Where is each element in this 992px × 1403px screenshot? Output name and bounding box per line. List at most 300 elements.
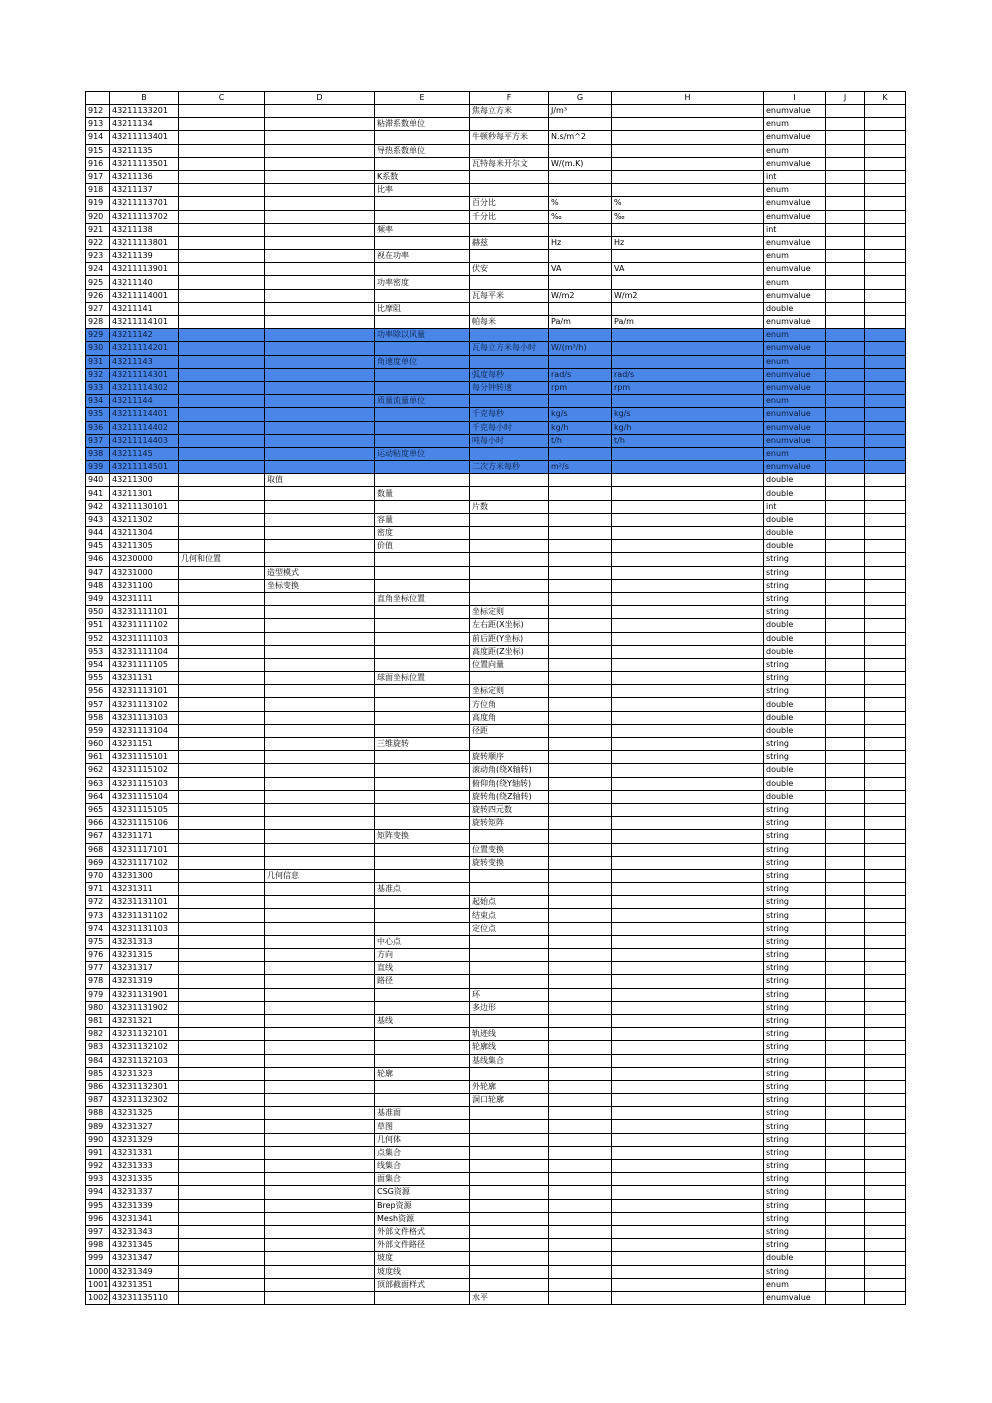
cell-k[interactable] — [865, 289, 906, 302]
cell-f[interactable] — [470, 1252, 549, 1265]
cell-g[interactable] — [549, 1133, 612, 1146]
cell-f[interactable] — [470, 1278, 549, 1291]
cell-f[interactable] — [470, 329, 549, 342]
cell-k[interactable] — [865, 197, 906, 210]
cell-e[interactable]: 基线 — [375, 1014, 470, 1027]
cell-e[interactable]: 几何体 — [375, 1133, 470, 1146]
cell-f[interactable]: 弧度每秒 — [470, 368, 549, 381]
cell-c[interactable] — [179, 777, 265, 790]
cell-f[interactable] — [470, 223, 549, 236]
cell-i[interactable]: double — [764, 487, 826, 500]
row-number[interactable]: 985 — [86, 1067, 110, 1080]
cell-k[interactable] — [865, 883, 906, 896]
cell-d[interactable] — [265, 118, 375, 131]
cell-g[interactable]: t/h — [549, 434, 612, 447]
cell-g[interactable] — [549, 276, 612, 289]
cell-d[interactable] — [265, 1278, 375, 1291]
cell-h[interactable] — [612, 711, 764, 724]
cell-k[interactable] — [865, 342, 906, 355]
cell-f[interactable] — [470, 830, 549, 843]
row-number[interactable]: 934 — [86, 395, 110, 408]
cell-g[interactable] — [549, 144, 612, 157]
cell-d[interactable]: 取值 — [265, 474, 375, 487]
cell-j[interactable] — [826, 1278, 865, 1291]
cell-e[interactable] — [375, 751, 470, 764]
cell-f[interactable]: 片数 — [470, 500, 549, 513]
column-header-j[interactable]: J — [826, 92, 865, 105]
cell-k[interactable] — [865, 1199, 906, 1212]
cell-i[interactable]: string — [764, 856, 826, 869]
cell-h[interactable]: % — [612, 197, 764, 210]
row-number[interactable]: 941 — [86, 487, 110, 500]
cell-g[interactable] — [549, 1265, 612, 1278]
cell-f[interactable] — [470, 487, 549, 500]
cell-b[interactable]: 43231313 — [110, 935, 179, 948]
cell-j[interactable] — [826, 236, 865, 249]
row-number[interactable]: 989 — [86, 1120, 110, 1133]
cell-e[interactable]: 坡度线 — [375, 1265, 470, 1278]
cell-h[interactable]: kg/s — [612, 408, 764, 421]
cell-c[interactable] — [179, 527, 265, 540]
cell-b[interactable]: 43211305 — [110, 540, 179, 553]
cell-k[interactable] — [865, 1160, 906, 1173]
cell-d[interactable] — [265, 447, 375, 460]
row-number[interactable]: 939 — [86, 461, 110, 474]
row-number[interactable]: 936 — [86, 421, 110, 434]
cell-g[interactable] — [549, 223, 612, 236]
cell-e[interactable]: 直线 — [375, 962, 470, 975]
row-number[interactable]: 932 — [86, 368, 110, 381]
cell-d[interactable] — [265, 131, 375, 144]
cell-j[interactable] — [826, 210, 865, 223]
cell-i[interactable]: double — [764, 764, 826, 777]
cell-f[interactable]: 结束点 — [470, 909, 549, 922]
cell-k[interactable] — [865, 1054, 906, 1067]
cell-j[interactable] — [826, 619, 865, 632]
cell-d[interactable] — [265, 1212, 375, 1225]
cell-h[interactable] — [612, 1001, 764, 1014]
cell-d[interactable] — [265, 553, 375, 566]
cell-e[interactable] — [375, 381, 470, 394]
cell-k[interactable] — [865, 1186, 906, 1199]
cell-i[interactable]: string — [764, 975, 826, 988]
cell-k[interactable] — [865, 329, 906, 342]
cell-g[interactable] — [549, 118, 612, 131]
cell-k[interactable] — [865, 817, 906, 830]
cell-d[interactable] — [265, 606, 375, 619]
cell-d[interactable] — [265, 803, 375, 816]
cell-b[interactable]: 43231345 — [110, 1239, 179, 1252]
cell-k[interactable] — [865, 856, 906, 869]
cell-b[interactable]: 43231111103 — [110, 632, 179, 645]
cell-d[interactable] — [265, 105, 375, 118]
cell-j[interactable] — [826, 342, 865, 355]
cell-j[interactable] — [826, 474, 865, 487]
cell-b[interactable]: 43231115104 — [110, 790, 179, 803]
cell-j[interactable] — [826, 461, 865, 474]
cell-c[interactable] — [179, 685, 265, 698]
row-number[interactable]: 944 — [86, 527, 110, 540]
row-number[interactable]: 916 — [86, 157, 110, 170]
cell-g[interactable] — [549, 250, 612, 263]
row-number[interactable]: 978 — [86, 975, 110, 988]
cell-g[interactable] — [549, 975, 612, 988]
column-header-f[interactable]: F — [470, 92, 549, 105]
cell-c[interactable] — [179, 1186, 265, 1199]
cell-h[interactable] — [612, 1291, 764, 1304]
cell-d[interactable] — [265, 461, 375, 474]
cell-j[interactable] — [826, 289, 865, 302]
cell-g[interactable] — [549, 1001, 612, 1014]
cell-j[interactable] — [826, 1239, 865, 1252]
cell-j[interactable] — [826, 830, 865, 843]
cell-i[interactable]: enumvalue — [764, 157, 826, 170]
cell-b[interactable]: 43231341 — [110, 1212, 179, 1225]
cell-h[interactable] — [612, 1225, 764, 1238]
cell-d[interactable] — [265, 1080, 375, 1093]
cell-h[interactable] — [612, 1173, 764, 1186]
cell-f[interactable]: 赫兹 — [470, 236, 549, 249]
cell-i[interactable]: double — [764, 777, 826, 790]
cell-c[interactable] — [179, 988, 265, 1001]
cell-b[interactable]: 43231315 — [110, 949, 179, 962]
column-header-d[interactable]: D — [265, 92, 375, 105]
cell-c[interactable] — [179, 250, 265, 263]
cell-j[interactable] — [826, 118, 865, 131]
cell-j[interactable] — [826, 843, 865, 856]
column-header-k[interactable]: K — [865, 92, 906, 105]
cell-b[interactable]: 43211114402 — [110, 421, 179, 434]
cell-i[interactable]: enumvalue — [764, 408, 826, 421]
cell-i[interactable]: double — [764, 527, 826, 540]
cell-h[interactable] — [612, 1014, 764, 1027]
cell-k[interactable] — [865, 421, 906, 434]
cell-g[interactable] — [549, 1054, 612, 1067]
cell-c[interactable] — [179, 1252, 265, 1265]
cell-f[interactable]: 千克每小时 — [470, 421, 549, 434]
cell-j[interactable] — [826, 487, 865, 500]
cell-g[interactable] — [549, 790, 612, 803]
cell-k[interactable] — [865, 1265, 906, 1278]
cell-d[interactable] — [265, 1014, 375, 1027]
cell-h[interactable] — [612, 1146, 764, 1159]
cell-g[interactable] — [549, 500, 612, 513]
cell-f[interactable] — [470, 395, 549, 408]
cell-d[interactable] — [265, 342, 375, 355]
cell-g[interactable] — [549, 1291, 612, 1304]
cell-i[interactable]: enumvalue — [764, 210, 826, 223]
cell-b[interactable]: 43211136 — [110, 170, 179, 183]
cell-e[interactable] — [375, 685, 470, 698]
cell-d[interactable] — [265, 830, 375, 843]
cell-h[interactable]: ‰ — [612, 210, 764, 223]
cell-k[interactable] — [865, 922, 906, 935]
cell-b[interactable]: 43231115101 — [110, 751, 179, 764]
cell-g[interactable] — [549, 553, 612, 566]
cell-f[interactable] — [470, 1225, 549, 1238]
cell-e[interactable] — [375, 606, 470, 619]
cell-c[interactable] — [179, 513, 265, 526]
cell-g[interactable] — [549, 764, 612, 777]
cell-c[interactable] — [179, 1265, 265, 1278]
cell-c[interactable] — [179, 645, 265, 658]
cell-k[interactable] — [865, 935, 906, 948]
cell-f[interactable] — [470, 355, 549, 368]
cell-f[interactable]: 前后距(Y坐标) — [470, 632, 549, 645]
cell-e[interactable] — [375, 566, 470, 579]
cell-c[interactable] — [179, 856, 265, 869]
cell-c[interactable] — [179, 579, 265, 592]
cell-h[interactable] — [612, 962, 764, 975]
cell-k[interactable] — [865, 302, 906, 315]
cell-k[interactable] — [865, 711, 906, 724]
cell-e[interactable] — [375, 197, 470, 210]
cell-d[interactable] — [265, 909, 375, 922]
corner-cell[interactable] — [86, 92, 110, 105]
cell-i[interactable]: string — [764, 566, 826, 579]
cell-b[interactable]: 43211114101 — [110, 316, 179, 329]
cell-d[interactable] — [265, 751, 375, 764]
cell-k[interactable] — [865, 461, 906, 474]
cell-d[interactable] — [265, 184, 375, 197]
cell-d[interactable] — [265, 487, 375, 500]
cell-h[interactable] — [612, 1239, 764, 1252]
cell-d[interactable] — [265, 975, 375, 988]
cell-h[interactable] — [612, 395, 764, 408]
cell-f[interactable] — [470, 1265, 549, 1278]
cell-k[interactable] — [865, 131, 906, 144]
cell-k[interactable] — [865, 1067, 906, 1080]
cell-f[interactable] — [470, 1186, 549, 1199]
row-number[interactable]: 912 — [86, 105, 110, 118]
cell-d[interactable] — [265, 645, 375, 658]
cell-i[interactable]: string — [764, 869, 826, 882]
cell-j[interactable] — [826, 434, 865, 447]
cell-e[interactable]: 运动粘度单位 — [375, 447, 470, 460]
cell-g[interactable] — [549, 962, 612, 975]
cell-j[interactable] — [826, 1001, 865, 1014]
column-header-e[interactable]: E — [375, 92, 470, 105]
cell-g[interactable] — [549, 803, 612, 816]
cell-d[interactable] — [265, 1291, 375, 1304]
cell-i[interactable]: string — [764, 803, 826, 816]
cell-c[interactable] — [179, 1133, 265, 1146]
cell-h[interactable] — [612, 777, 764, 790]
cell-f[interactable]: 位置变换 — [470, 843, 549, 856]
cell-e[interactable] — [375, 1041, 470, 1054]
cell-b[interactable]: 43211114302 — [110, 381, 179, 394]
cell-g[interactable] — [549, 1080, 612, 1093]
cell-d[interactable] — [265, 408, 375, 421]
cell-i[interactable]: double — [764, 645, 826, 658]
cell-j[interactable] — [826, 527, 865, 540]
cell-i[interactable]: string — [764, 883, 826, 896]
cell-k[interactable] — [865, 553, 906, 566]
cell-h[interactable] — [612, 1054, 764, 1067]
cell-d[interactable] — [265, 316, 375, 329]
cell-k[interactable] — [865, 1001, 906, 1014]
cell-h[interactable] — [612, 1067, 764, 1080]
row-number[interactable]: 995 — [86, 1199, 110, 1212]
cell-e[interactable]: 草图 — [375, 1120, 470, 1133]
cell-i[interactable]: string — [764, 1160, 826, 1173]
cell-h[interactable] — [612, 738, 764, 751]
row-number[interactable]: 968 — [86, 843, 110, 856]
cell-i[interactable]: int — [764, 500, 826, 513]
cell-c[interactable] — [179, 672, 265, 685]
cell-j[interactable] — [826, 553, 865, 566]
cell-c[interactable] — [179, 883, 265, 896]
cell-g[interactable] — [549, 883, 612, 896]
cell-i[interactable]: string — [764, 817, 826, 830]
cell-f[interactable]: 坐标定则 — [470, 685, 549, 698]
cell-c[interactable] — [179, 329, 265, 342]
cell-h[interactable] — [612, 698, 764, 711]
cell-i[interactable]: enum — [764, 355, 826, 368]
cell-g[interactable] — [549, 1107, 612, 1120]
cell-f[interactable]: 帕每米 — [470, 316, 549, 329]
cell-k[interactable] — [865, 988, 906, 1001]
cell-b[interactable]: 43231321 — [110, 1014, 179, 1027]
cell-h[interactable] — [612, 1278, 764, 1291]
cell-d[interactable] — [265, 1186, 375, 1199]
cell-k[interactable] — [865, 1239, 906, 1252]
cell-g[interactable]: % — [549, 197, 612, 210]
cell-h[interactable] — [612, 1133, 764, 1146]
cell-k[interactable] — [865, 263, 906, 276]
row-number[interactable]: 913 — [86, 118, 110, 131]
cell-k[interactable] — [865, 408, 906, 421]
cell-c[interactable] — [179, 368, 265, 381]
row-number[interactable]: 972 — [86, 896, 110, 909]
cell-b[interactable]: 43211143 — [110, 355, 179, 368]
cell-b[interactable]: 43231111 — [110, 592, 179, 605]
cell-i[interactable]: string — [764, 1199, 826, 1212]
cell-c[interactable] — [179, 843, 265, 856]
cell-j[interactable] — [826, 1173, 865, 1186]
cell-k[interactable] — [865, 1041, 906, 1054]
cell-b[interactable]: 43231300 — [110, 869, 179, 882]
cell-k[interactable] — [865, 909, 906, 922]
cell-e[interactable] — [375, 724, 470, 737]
cell-i[interactable]: string — [764, 1054, 826, 1067]
cell-b[interactable]: 43231117101 — [110, 843, 179, 856]
cell-e[interactable]: 比摩阻 — [375, 302, 470, 315]
cell-i[interactable]: string — [764, 949, 826, 962]
cell-j[interactable] — [826, 1107, 865, 1120]
cell-i[interactable]: string — [764, 1186, 826, 1199]
cell-j[interactable] — [826, 1199, 865, 1212]
cell-e[interactable]: 中心点 — [375, 935, 470, 948]
cell-i[interactable]: enumvalue — [764, 421, 826, 434]
cell-d[interactable] — [265, 1173, 375, 1186]
cell-g[interactable] — [549, 447, 612, 460]
cell-g[interactable]: kg/h — [549, 421, 612, 434]
cell-f[interactable] — [470, 527, 549, 540]
cell-e[interactable] — [375, 790, 470, 803]
cell-h[interactable] — [612, 329, 764, 342]
cell-i[interactable]: double — [764, 474, 826, 487]
cell-k[interactable] — [865, 949, 906, 962]
cell-j[interactable] — [826, 500, 865, 513]
cell-i[interactable]: string — [764, 1080, 826, 1093]
cell-d[interactable] — [265, 302, 375, 315]
cell-f[interactable]: 牛顿秒每平方米 — [470, 131, 549, 144]
cell-e[interactable]: 路径 — [375, 975, 470, 988]
cell-j[interactable] — [826, 949, 865, 962]
row-number[interactable]: 920 — [86, 210, 110, 223]
cell-d[interactable] — [265, 896, 375, 909]
cell-e[interactable] — [375, 1094, 470, 1107]
cell-c[interactable] — [179, 830, 265, 843]
cell-k[interactable] — [865, 724, 906, 737]
cell-g[interactable] — [549, 170, 612, 183]
cell-c[interactable] — [179, 381, 265, 394]
cell-h[interactable] — [612, 843, 764, 856]
cell-f[interactable] — [470, 949, 549, 962]
cell-b[interactable]: 43211113702 — [110, 210, 179, 223]
cell-j[interactable] — [826, 1186, 865, 1199]
cell-d[interactable] — [265, 711, 375, 724]
cell-j[interactable] — [826, 1014, 865, 1027]
row-number[interactable]: 982 — [86, 1028, 110, 1041]
cell-b[interactable]: 43231311 — [110, 883, 179, 896]
row-number[interactable]: 987 — [86, 1094, 110, 1107]
cell-h[interactable] — [612, 803, 764, 816]
row-number[interactable]: 971 — [86, 883, 110, 896]
cell-c[interactable] — [179, 1014, 265, 1027]
cell-d[interactable]: 坐标变换 — [265, 579, 375, 592]
cell-h[interactable] — [612, 672, 764, 685]
cell-c[interactable] — [179, 606, 265, 619]
cell-h[interactable] — [612, 553, 764, 566]
cell-d[interactable] — [265, 1265, 375, 1278]
row-number[interactable]: 988 — [86, 1107, 110, 1120]
cell-g[interactable] — [549, 724, 612, 737]
cell-c[interactable] — [179, 487, 265, 500]
cell-f[interactable]: 轮廓线 — [470, 1041, 549, 1054]
cell-d[interactable] — [265, 236, 375, 249]
row-number[interactable]: 979 — [86, 988, 110, 1001]
cell-g[interactable] — [549, 1146, 612, 1159]
cell-j[interactable] — [826, 962, 865, 975]
cell-d[interactable] — [265, 223, 375, 236]
cell-i[interactable]: double — [764, 513, 826, 526]
cell-f[interactable] — [470, 447, 549, 460]
cell-h[interactable] — [612, 764, 764, 777]
cell-e[interactable] — [375, 1028, 470, 1041]
row-number[interactable]: 937 — [86, 434, 110, 447]
cell-f[interactable]: 旋转四元数 — [470, 803, 549, 816]
row-number[interactable]: 992 — [86, 1160, 110, 1173]
cell-f[interactable]: 高度角 — [470, 711, 549, 724]
cell-f[interactable]: 千分比 — [470, 210, 549, 223]
cell-c[interactable] — [179, 896, 265, 909]
row-number[interactable]: 969 — [86, 856, 110, 869]
cell-j[interactable] — [826, 395, 865, 408]
cell-d[interactable] — [265, 698, 375, 711]
cell-j[interactable] — [826, 935, 865, 948]
cell-h[interactable] — [612, 1107, 764, 1120]
cell-d[interactable] — [265, 527, 375, 540]
cell-k[interactable] — [865, 975, 906, 988]
cell-d[interactable] — [265, 157, 375, 170]
cell-h[interactable] — [612, 751, 764, 764]
cell-d[interactable] — [265, 949, 375, 962]
row-number[interactable]: 954 — [86, 658, 110, 671]
cell-i[interactable]: double — [764, 632, 826, 645]
cell-k[interactable] — [865, 487, 906, 500]
